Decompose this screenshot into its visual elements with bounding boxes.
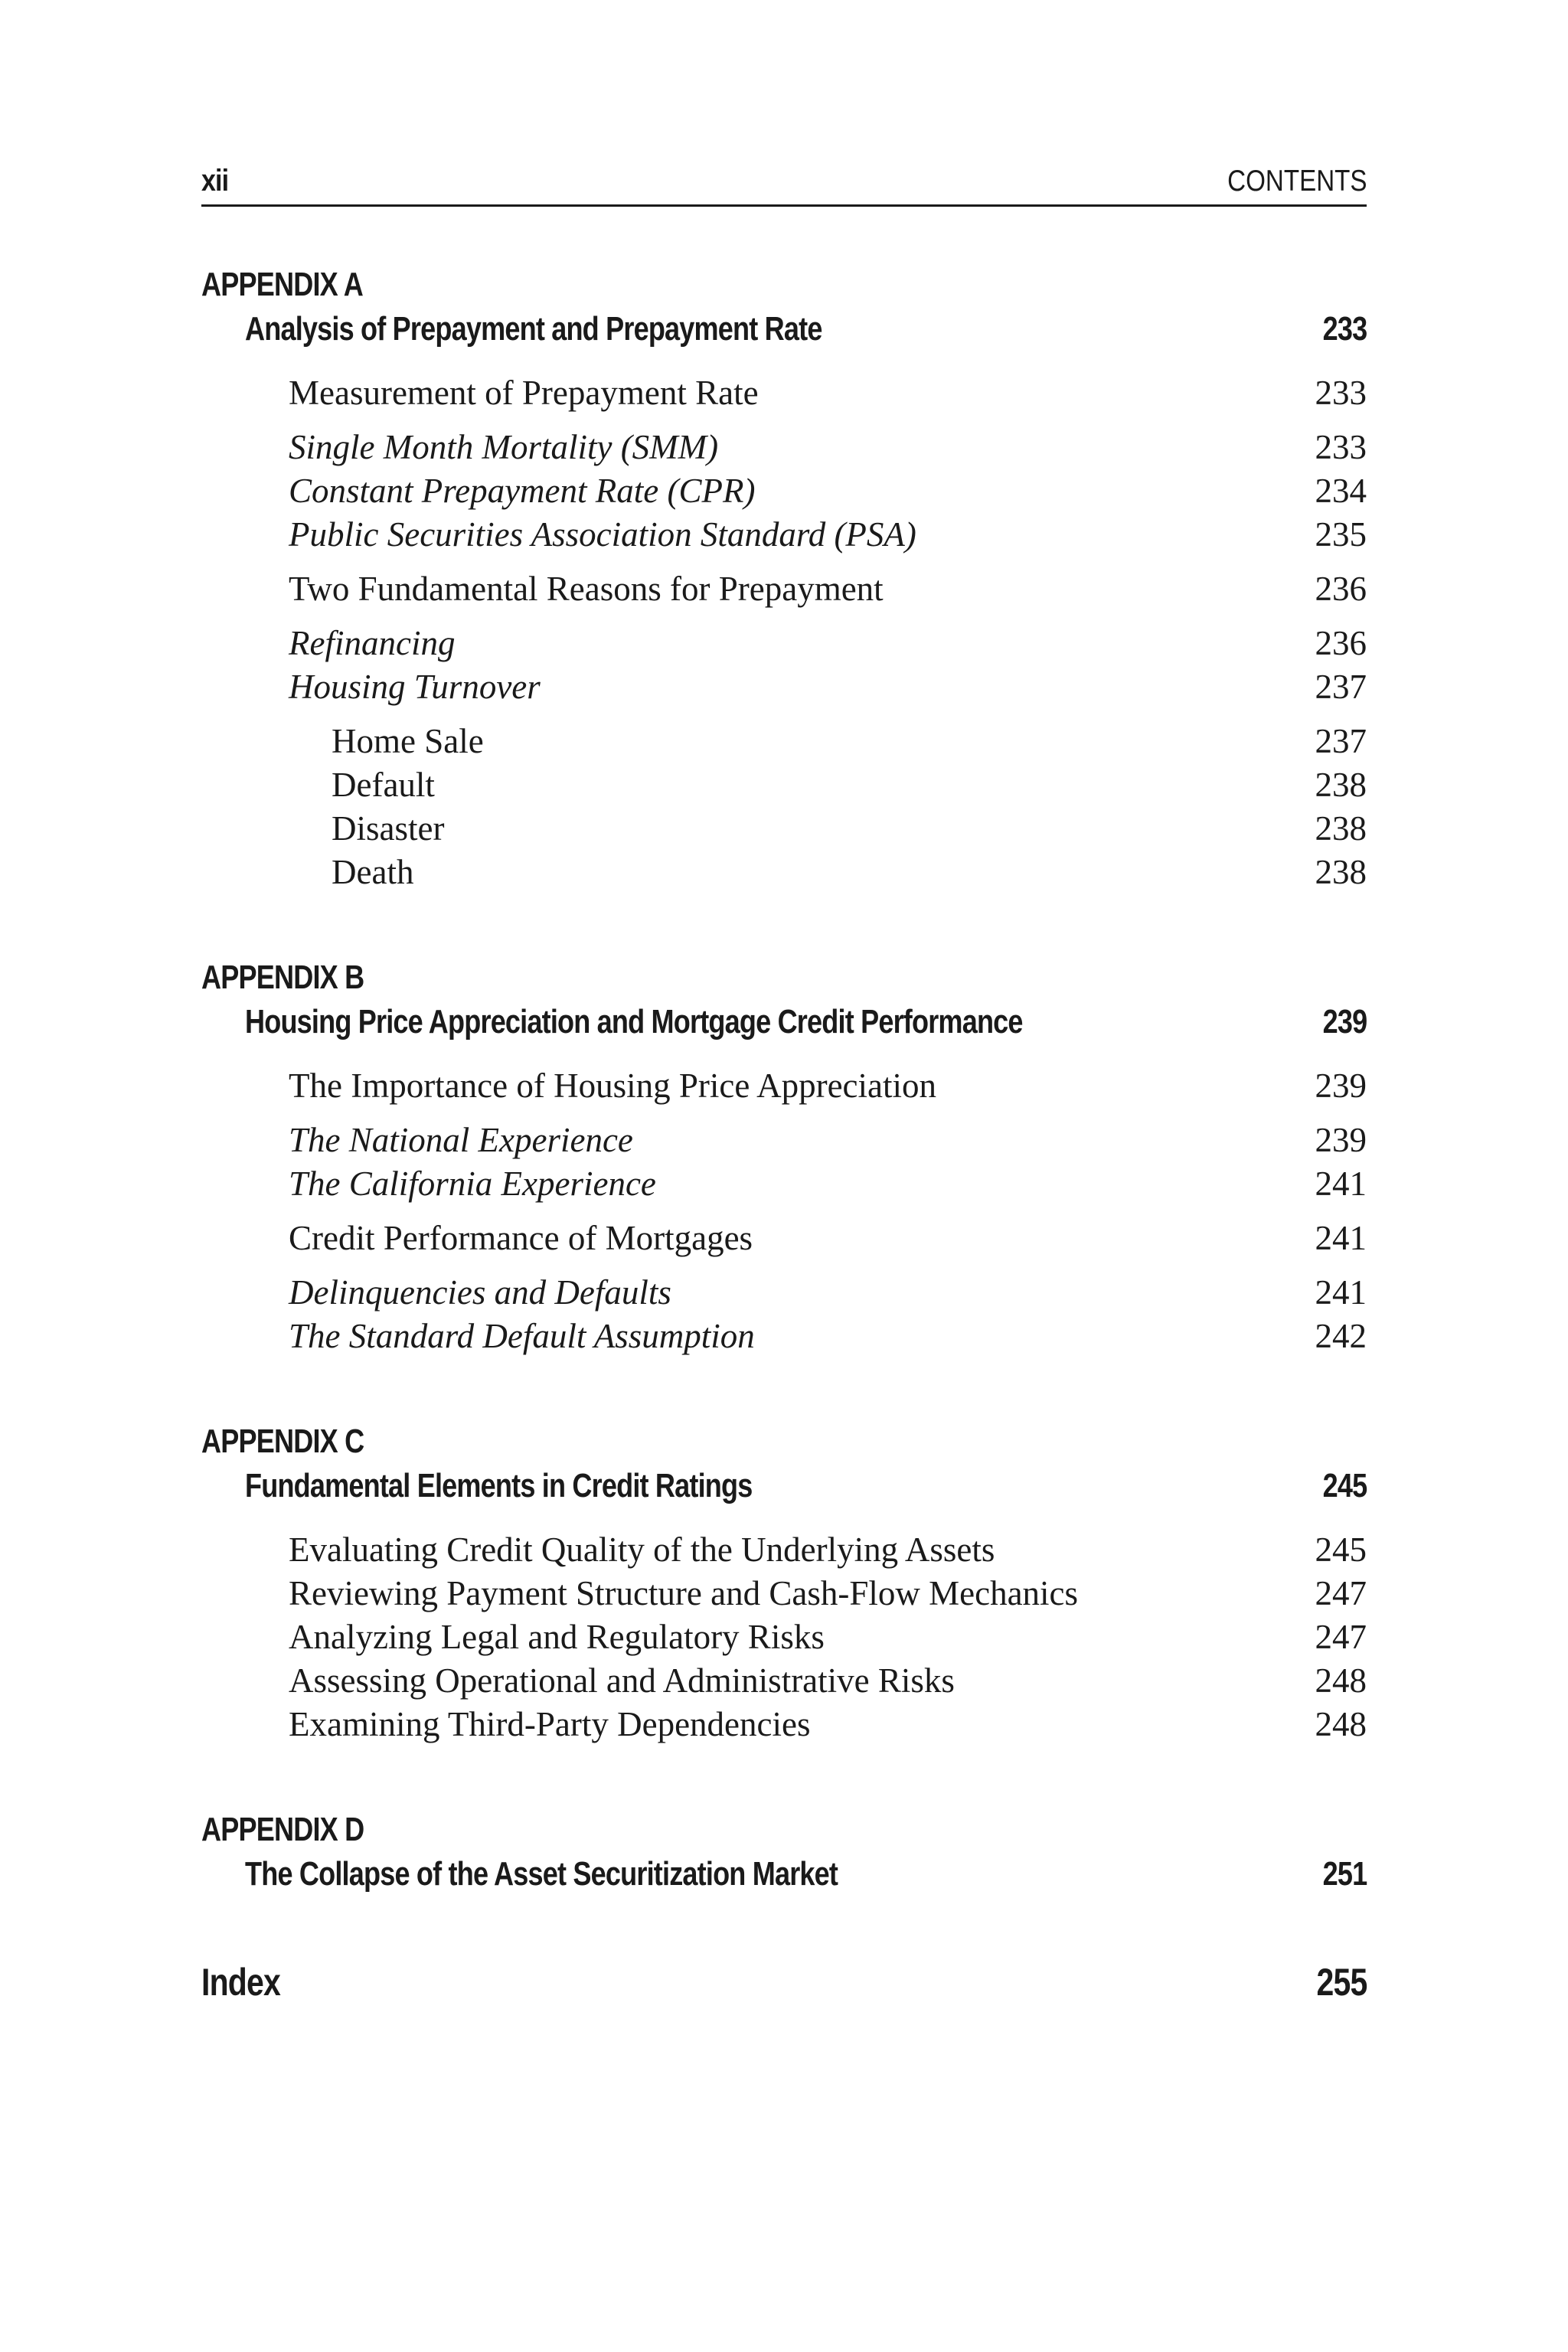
toc-entry[interactable] [201, 1162, 1367, 1206]
section-spacer [201, 1746, 1367, 1808]
index-title: Index [201, 1961, 280, 2004]
toc-entry[interactable] [201, 1271, 1367, 1315]
toc-entry[interactable] [201, 851, 1367, 894]
appendix-title-row[interactable] [245, 1464, 1367, 1508]
toc-entry-title: Evaluating Credit Quality of the Underlying Assets [289, 1530, 995, 1569]
toc-entry-title: Analyzing Legal and Regulatory Risks [289, 1618, 825, 1656]
appendix-label: APPENDIX B [201, 959, 364, 996]
appendix-label: APPENDIX A [201, 266, 363, 303]
appendix-title: Housing Price Appreciation and Mortgage Credit Performance [245, 1003, 1023, 1040]
toc-entry[interactable] [201, 763, 1367, 807]
appendix-title: Analysis of Prepayment and Prepayment Rate [245, 310, 822, 348]
toc-entry[interactable] [201, 1217, 1367, 1260]
toc-entry-page: 238 [1315, 853, 1367, 891]
index-page: 255 [1316, 1961, 1367, 2004]
toc-entry[interactable] [201, 720, 1367, 763]
running-title: CONTENTS [1227, 165, 1367, 198]
toc-entry-page: 239 [1315, 1121, 1367, 1159]
index-entry[interactable] [201, 1958, 1367, 2007]
toc-entry[interactable] [201, 567, 1367, 611]
toc-entry-page: 236 [1315, 624, 1367, 662]
toc-entry-page: 245 [1315, 1530, 1367, 1569]
appendix-title-row[interactable] [245, 1000, 1367, 1044]
toc-entry-title: Public Securities Association Standard (PSA) [289, 515, 916, 554]
toc-entry[interactable] [201, 1572, 1367, 1615]
toc-entry-title: Home Sale [332, 722, 484, 760]
toc-entry-title: Measurement of Prepayment Rate [289, 374, 759, 412]
toc-entry-page: 247 [1315, 1618, 1367, 1656]
toc-entry-page: 247 [1315, 1574, 1367, 1612]
section-spacer [201, 894, 1367, 956]
toc-entry[interactable] [201, 469, 1367, 513]
toc-entry-page: 239 [1315, 1067, 1367, 1105]
toc-entry-title: Refinancing [289, 624, 456, 662]
toc-entry[interactable] [201, 1064, 1367, 1108]
toc-entry-title: Single Month Mortality (SMM) [289, 428, 719, 466]
page-number: xii [201, 164, 229, 198]
toc-entry-page: 238 [1315, 766, 1367, 804]
toc-entry-title: Death [332, 853, 414, 891]
toc-entry[interactable] [201, 1119, 1367, 1162]
toc-entry[interactable] [201, 1528, 1367, 1572]
toc-entry-page: 241 [1315, 1273, 1367, 1312]
toc-entry-title: Assessing Operational and Administrative Risks [289, 1661, 955, 1700]
toc-entry-list [201, 1528, 1367, 1746]
toc-entry-title: Reviewing Payment Structure and Cash-Flow Mechanics [289, 1574, 1079, 1612]
toc-entry-page: 233 [1315, 374, 1367, 412]
toc-entry[interactable] [201, 371, 1367, 415]
toc-entry-page: 234 [1315, 472, 1367, 510]
toc-entry-title: Examining Third-Party Dependencies [289, 1705, 811, 1743]
toc-entry-title: Default [332, 766, 435, 804]
toc-entry[interactable] [201, 426, 1367, 469]
toc-entry[interactable] [201, 807, 1367, 851]
appendix-block [201, 956, 1367, 1419]
toc-entry-title: Credit Performance of Mortgages [289, 1219, 753, 1257]
toc-entry-page: 237 [1315, 722, 1367, 760]
toc-entry-page: 248 [1315, 1661, 1367, 1700]
appendix-label: APPENDIX C [201, 1423, 364, 1460]
appendix-block [201, 1808, 1367, 1958]
toc-entry-title: Constant Prepayment Rate (CPR) [289, 472, 756, 510]
toc-entry[interactable] [201, 622, 1367, 665]
section-spacer [201, 1358, 1367, 1419]
toc-entry[interactable] [201, 1703, 1367, 1746]
appendix-block [201, 263, 1367, 956]
appendix-block [201, 1419, 1367, 1808]
appendix-title-row[interactable] [245, 307, 1367, 351]
toc-entry-page: 241 [1315, 1219, 1367, 1257]
toc-entry-title: Disaster [332, 809, 445, 848]
toc-entry-title: The National Experience [289, 1121, 633, 1159]
toc-entry-page: 237 [1315, 668, 1367, 706]
toc-entry-page: 238 [1315, 809, 1367, 848]
toc-entry-page: 235 [1315, 515, 1367, 554]
toc-entry-title: The California Experience [289, 1165, 656, 1203]
appendix-page-number: 239 [1322, 1003, 1367, 1040]
toc-entry-title: Housing Turnover [289, 668, 541, 706]
toc-entry-page: 242 [1315, 1317, 1367, 1355]
section-spacer [201, 1896, 1367, 1958]
toc-entry-title: The Importance of Housing Price Appreciation [289, 1067, 936, 1105]
toc-entry-title: Delinquencies and Defaults [289, 1273, 671, 1312]
appendix-label: APPENDIX D [201, 1811, 364, 1848]
toc-entry-list [201, 371, 1367, 894]
appendix-title: The Collapse of the Asset Securitization Market [245, 1855, 838, 1893]
running-header [201, 157, 1367, 207]
toc-entry[interactable] [201, 1315, 1367, 1358]
toc-entry-page: 236 [1315, 570, 1367, 608]
appendix-list [201, 263, 1367, 1958]
appendix-page-number: 233 [1322, 310, 1367, 348]
appendix-title: Fundamental Elements in Credit Ratings [245, 1467, 753, 1504]
toc-entry[interactable] [201, 513, 1367, 557]
toc-entry-title: Two Fundamental Reasons for Prepayment [289, 570, 884, 608]
appendix-page-number: 245 [1322, 1467, 1367, 1504]
toc-entry-page: 233 [1315, 428, 1367, 466]
appendix-page-number: 251 [1322, 1855, 1367, 1893]
table-of-contents [201, 263, 1367, 2007]
toc-entry-list [201, 1064, 1367, 1358]
toc-entry[interactable] [201, 1615, 1367, 1659]
toc-entry[interactable] [201, 1659, 1367, 1703]
toc-entry-page: 248 [1315, 1705, 1367, 1743]
appendix-title-row[interactable] [245, 1852, 1367, 1896]
toc-entry-page: 241 [1315, 1165, 1367, 1203]
toc-entry[interactable] [201, 665, 1367, 709]
toc-entry-title: The Standard Default Assumption [289, 1317, 755, 1355]
